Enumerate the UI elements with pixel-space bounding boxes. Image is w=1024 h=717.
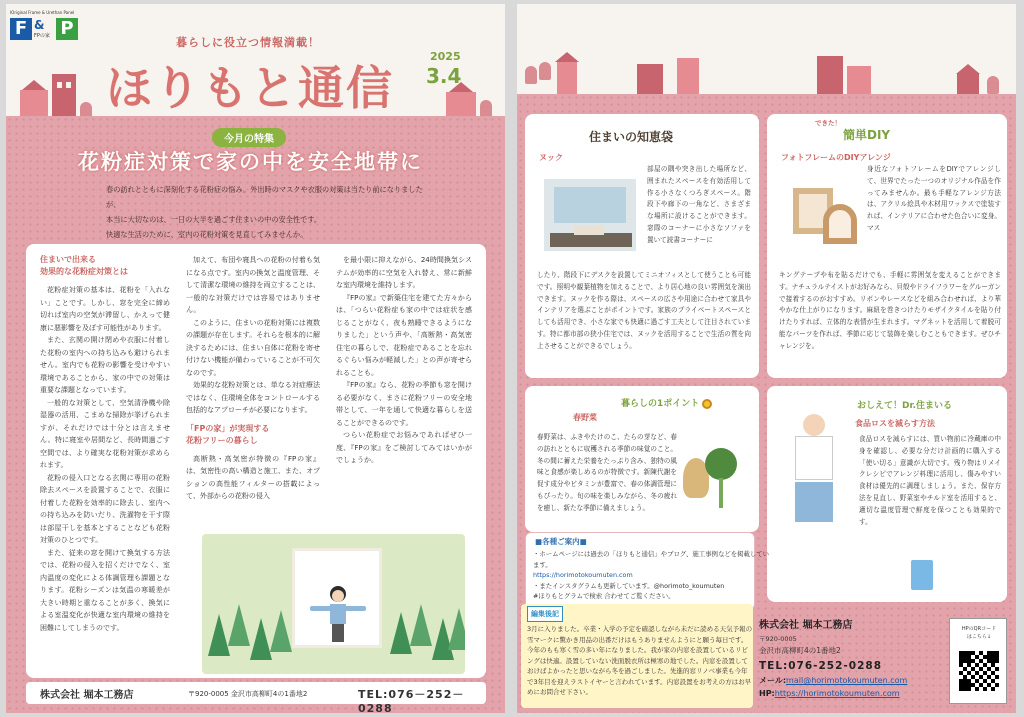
- footer-company-name: 株式会社 堀本工務店: [40, 690, 134, 701]
- company-tel: TEL:076-252-0288: [759, 660, 882, 672]
- intro-line: 本当に大切なのは、一日の大半を過ごす住まいの中の安全性です。: [106, 215, 322, 224]
- diy-subtitle: フォトフレームのDIYアレンジ: [781, 153, 891, 162]
- paragraph: を最小限に抑えながら、24時間換気システムが効率的に空気を入れ替え、常に新鮮な室内環境を維持します。: [336, 256, 472, 289]
- notice-title: ■各種ご案内■: [535, 537, 587, 546]
- paragraph: 『FPの家』なら、花粉の季節も窓を開ける必要がなく、まさに花粉フリーの安全地帯として、一年を通して快適な暮らしを送ることができるのです。: [336, 381, 472, 427]
- qr-label: HPのQRコード はこちら↓: [961, 626, 997, 640]
- wisdom-text-bottom: したり、階段下にデスクを設置してミニオフィスとして使うことも可能です。照明や観葉植物を加えることで、より居心地の良い雰囲気を演出できます。ヌックを作る際は、スペースの広さや用途に合わせて家具やインテリアを選ぶことがポイントです。家族のプライベートスペースとしても活用でき、小さな家でも快適に過ごす工夫として注目されています。特に都市部の狭小住宅では、ヌックを活用することで生活の質を向上させることができるでしょう。: [537, 271, 751, 350]
- logo-sub: FPの家: [34, 33, 50, 39]
- feature-badge: 今月の特集: [212, 128, 286, 147]
- wisdom-heading: 住まいの知恵袋: [589, 130, 674, 144]
- paragraph: このように、住まいの花粉対策には複数の課題が存在します。それらを根本的に解決するためには、住まい自体に花粉を寄せ付けない機能が備わっていることが不可欠なのです。: [186, 318, 320, 377]
- notice-lines: [533, 549, 773, 602]
- intro-line: 春の訪れとともに深刻化する花粉症の悩み。外出時のマスクや衣服の対策は当たり前になりましたが、: [106, 185, 423, 209]
- mail-link[interactable]: mail@horimotokoumuten.com: [786, 676, 908, 685]
- diy-badge: できた！: [815, 119, 841, 127]
- notice-line: ・ホームページには過去の「ほりもと通信」やブログ、施工事例などを掲載しています。: [533, 550, 770, 569]
- feature-intro: [106, 182, 436, 242]
- footer-address: 〒920-0005 金沢市高柳町4の1番地2: [188, 690, 308, 698]
- sunflower-icon: [702, 399, 712, 409]
- editor-text: 3月に入りました。卒業・入学の予定を確認しながら未だに読める天気予報の雪マークに驚かき用品の出番だけはもうありませんようにと願う毎日です。今年のもも寒く雪の多い年になりました。我が家の内窓を設置しているリビングは快適。設置していない洗面脱衣所は極寒の地でした。内窓を設置しておけばよかったと思いながら冬を過ごしました。先進的窓リノベ事業も今年で3年目を迎えラストイヤーと言われています。内窓設置をお考えの方はお早めにお問合せ下さい。: [527, 625, 753, 696]
- hashtag-line: #ほりもとグラムで検索 合わせてご覧ください。: [533, 592, 675, 601]
- company-zip: 〒920-0005: [759, 635, 797, 643]
- article-column-3: [336, 254, 472, 467]
- article-column-1: [40, 254, 170, 634]
- pollen-free-illustration: [202, 534, 465, 674]
- doctor-text: 食品ロスを減らすには、買い物前に冷蔵庫の中身を確認し、必要な分だけ計画的に購入する「使い切る」意識が大切です。残り物はリメイクレシピでアレンジ料理に活用し、傷みやすい食材は優先的に調理しましょう。また、保存方法を見直し、野菜室やチルド室を活用すると、適切な温度管理で鮮度を保つことも効果的です。: [859, 435, 1001, 526]
- paragraph: つらい花粉症でお悩みであればぜひ一度、『FPの家』をご検討してみてはいかがでしょうか。: [336, 431, 472, 464]
- wisdom-subtitle: ヌック: [539, 153, 563, 162]
- intro-line: 快適な生活のために、室内の花粉対策を見直してみませんか。: [106, 230, 308, 239]
- diy-heading: 簡単DIY: [843, 128, 891, 142]
- paragraph: 効果的な花粉対策とは、単なる対症療法ではなく、住環境全体をコントロールする包括的なアプローチが必要になります。: [186, 381, 320, 414]
- logo-tagline: IOriginal Frame & Urethan Panel: [10, 10, 75, 15]
- paragraph: 高断熱・高気密が特徴の『FPの家』は、気密性の高い構造と施工、また、オプションの高性能フィルターの搭載によって、外部からの花粉の侵入: [186, 454, 320, 500]
- paragraph: また、玄関の開け閉めや衣服に付着した花粉の室内への持ち込みも避けられません。室内でも花粉の影響を受けやすい環境であることから、家の中での対策は重要な課題となっています。: [40, 336, 170, 394]
- paragraph: 花粉の侵入口となる玄関に専用の花粉除去スペースを設置することで、衣服に付着した花粉を効率的に除去し、室内への持ち込みを防いだり、洗濯物を干す際は部屋干しを基本とすることなども花粉対策のひとつです。: [40, 473, 170, 544]
- issue-year: 2025: [430, 50, 461, 63]
- column-heading: 住まいで出来る 効果的な花粉症対策とは: [40, 255, 128, 276]
- diy-text-top: 身近なフォトフレームをDIYでアレンジして、世界でたった一つのオリジナル作品を作ってみませんか。最も手軽なアレンジ方法は、アクリル絵具や木材用ワックスで塗装すれば、インテリアに合わせた色合いに変身。マス: [867, 165, 1001, 232]
- paragraph: 『FPの家』で新築住宅を建てた方々からは、「つらい花粉症も家の中では症状を感じることがなく、夜も熟睡できるようになりました」という声や、「高断熱・高気密住宅の暮らしで、花粉症であることを忘れるぐらい悩みが軽減した」との声が寄せられることも。: [336, 293, 472, 377]
- diy-text-bottom: キングテープや布を貼るだけでも、手軽に雰囲気を変えることができます。ナチュラルテイストがお好みなら、貝殻やドライフラワーをグルーガンで接着するのがおすすめ。リボンやレースなどを組み合わせれば、より華やかな仕上がりになります。麻紐を巻きつけたりモザイクタイルを貼り付けたりすれば、立体的な表情が生まれます。マグネットを活用して着脱可能なパーツを作れば、季節に応じて装飾を楽しむこともできます。ぜひチャレンジを。: [779, 271, 1001, 350]
- company-hp: HP:https://horimotokoumuten.com: [759, 689, 900, 698]
- doctor-heading: おしえて！Dr.住まいる: [857, 401, 953, 411]
- paragraph: 花粉症対策の基本は、花粉を「入れない」ことです。しかし、窓を完全に締め切れば室内の空気が滞留し、かえって健康に悪影響を及ぼす可能性があります。: [40, 286, 170, 332]
- instagram-line: ・またインスタグラムも更新しています。@horimoto_koumuten: [533, 581, 725, 590]
- company-address: 金沢市高柳町4の1番地2: [759, 646, 841, 655]
- hp-link[interactable]: https://horimotokoumuten.com: [774, 689, 900, 698]
- fp-logo: [10, 10, 86, 52]
- company-name: 株式会社 堀本工務店: [759, 620, 853, 631]
- logo-amp: &: [34, 18, 45, 32]
- footer-tel: TEL:076－252－0288: [358, 688, 465, 713]
- nook-illustration: [541, 176, 639, 254]
- paragraph: 一般的な対策として、空気清浄機や除湿器の活用、こまめな掃除が挙げられますが、それだけでは十分とは言えません。特に寝室や居間など、長時間過ごす空間では、より確実な花粉対策が求められます。: [40, 398, 170, 469]
- homepage-link[interactable]: https://horimotokoumuten.com: [533, 571, 633, 580]
- article-column-2: [186, 254, 320, 503]
- point-subtitle: 春野菜: [573, 413, 597, 422]
- paragraph: また、従来の窓を開けて換気する方法では、花粉の侵入を招くだけでなく、室内温度の変化による体調管理も課題となります。花粉シーズンは気温の寒暖差が大きい時期と重なることが多く、換気による室温変化が快適な室内環境の維持を困難にしてしまうのです。: [40, 548, 170, 632]
- logo-f: F: [10, 18, 32, 40]
- footer-company: [26, 682, 486, 713]
- column-heading: 「FPの家」が実現する 花粉フリーの暮らし: [186, 423, 270, 445]
- qr-code-icon[interactable]: [959, 651, 999, 691]
- newsletter-title: ほりもと通信: [106, 61, 394, 115]
- tagline: 暮らしに役立つ情報満載！: [176, 36, 320, 49]
- paragraph: 加えて、布団や寝具への花粉の付着も気になる点です。室内の換気と温度管理、そして清潔な環境の維持を両立することは、一般的な対策だけでは容易ではありません。: [186, 256, 320, 314]
- logo-p: P: [56, 18, 78, 40]
- point-heading: 暮らしの1ポイント: [621, 396, 712, 409]
- wisdom-text-top: 部屋の隅や突き出した場所など、囲まれたスペースを有効活用して作る小さなくつろぎスペース。階段下や廊下の一角など、さまざまな場所に設けることができます。窓際のコーナーに小さなソファを置いて読書コーナーに: [647, 165, 751, 244]
- newsletter-page-left: [6, 4, 505, 713]
- editor-tag: 編集後記: [527, 606, 563, 622]
- issue-month: 3.4: [426, 64, 462, 88]
- point-text: 春野菜は、ふきやたけのこ、たらの芽など、春の訪れとともに収穫される季節の味覚のこと。冬の間に蓄えた栄養をたっぷり含み、独特の風味と食感が楽しめるのが特徴です。新陳代謝を促す成分やビタミンが豊富で、春の体調管理にもぴったり。旬の味を楽しみながら、冬の疲れを癒し、新たな季節に備えましょう。: [537, 433, 677, 512]
- newsletter-page-right: [517, 4, 1016, 713]
- company-mail: メール:mail@horimotokoumuten.com: [759, 676, 908, 685]
- qr-box: [949, 618, 1007, 704]
- trash-bin-icon: [911, 560, 933, 590]
- doctor-subtitle: 食品ロスを減らす方法: [855, 419, 935, 428]
- feature-headline: 花粉症対策で家の中を安全地帯に: [78, 150, 423, 174]
